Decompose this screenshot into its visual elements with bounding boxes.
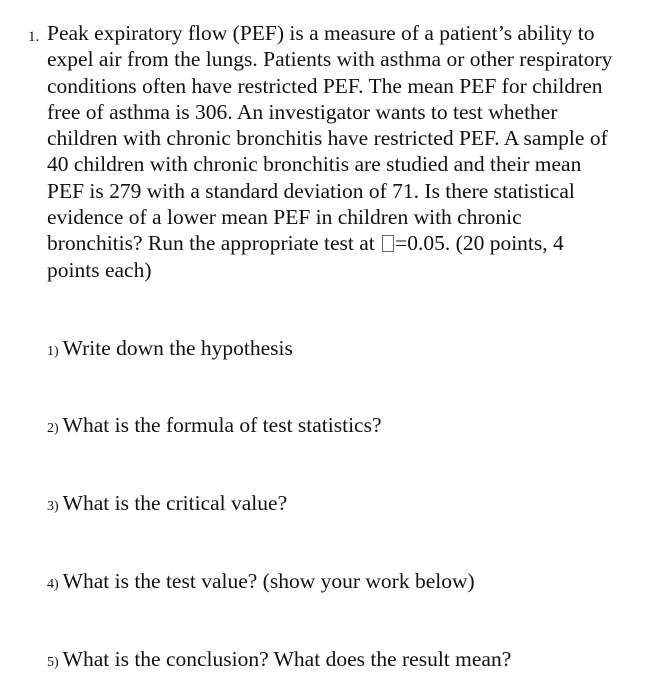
subquestion-text: What is the test value? (show your work below) xyxy=(62,569,475,593)
question-line: children with chronic bronchitis have restricted PEF. A sample of xyxy=(47,126,608,151)
subquestion-number: 3) xyxy=(47,499,59,514)
question-line: evidence of a lower mean PEF in children with chronic xyxy=(47,205,522,230)
question-line: 40 children with chronic bronchitis are studied and their mean xyxy=(47,152,582,177)
subquestion-text: What is the formula of test statistics? xyxy=(62,413,382,437)
question-line: Peak expiratory flow (PEF) is a measure of a patient’s ability to xyxy=(47,21,595,45)
subquestion-4 xyxy=(47,569,475,594)
subquestion-number: 5) xyxy=(47,655,59,670)
subquestion-number: 4) xyxy=(47,577,59,592)
subquestion-5 xyxy=(47,647,511,672)
subquestion-1 xyxy=(47,336,293,361)
subquestion-number: 2) xyxy=(47,421,59,436)
question-line-alpha xyxy=(47,230,643,256)
question-line: points each) xyxy=(47,257,152,282)
subquestion-2 xyxy=(47,413,382,438)
question-line-end: =0.05. (20 points, 4 xyxy=(395,231,564,256)
question-number: 1. xyxy=(28,29,40,45)
subquestion-text: What is the critical value? xyxy=(62,491,288,515)
subquestion-3 xyxy=(47,491,287,516)
subquestion-text: What is the conclusion? What does the result mean? xyxy=(62,647,512,671)
question-line: conditions often have restricted PEF. The mean PEF for children xyxy=(47,73,603,98)
question-line: free of asthma is 306. An investigator wants to test whether xyxy=(47,99,558,124)
subquestion-number: 1) xyxy=(47,344,59,359)
question-line: PEF is 279 with a standard deviation of 71. Is there statistical xyxy=(47,178,575,203)
missing-alpha-glyph-icon xyxy=(382,235,394,252)
question-line-start: bronchitis? Run the appropriate test at xyxy=(47,231,381,256)
question-text xyxy=(47,20,643,283)
question-line: expel air from the lungs. Patients with asthma or other respiratory xyxy=(47,47,613,72)
subquestion-text: Write down the hypothesis xyxy=(62,336,293,360)
